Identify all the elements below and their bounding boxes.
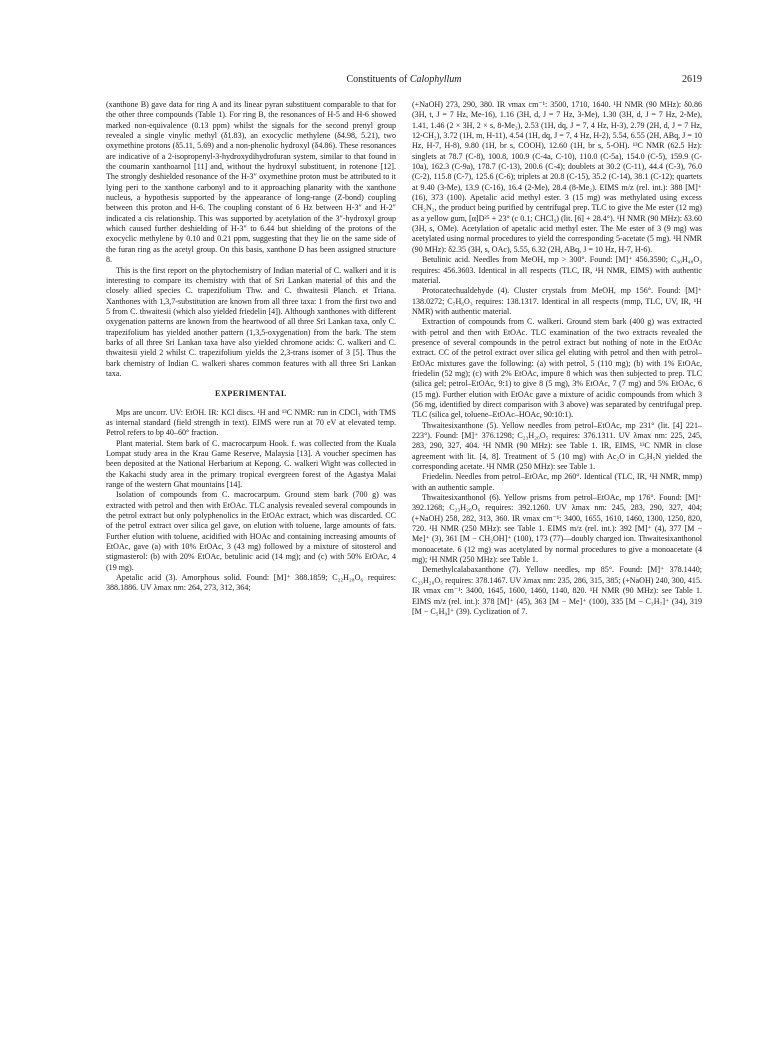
- experimental-paragraph: Demethylcalabaxanthone (7). Yellow needles, mp 85°. Found: [M]⁺ 378.1440; C₂₃H₂₀O₅ requires: 378.1467. UV λmax nm: 235, 286, 315, 385; (+NaOH) 240, 300, 415. IR νmax cm⁻¹: 3400, 1645, 1600, 1460, 1140, 820. ¹H NMR (90 MHz): see Table 1. EIMS m/z (rel. int.): 378 [M]⁺ (45), 363 [M − Me]⁺ (100), 335 [M − C₃H₇]⁺ (34), 319 [M − C₅H₉]⁺ (39). Cyclization of 7.: [412, 565, 702, 616]
- left-column: [106, 100, 396, 594]
- experimental-paragraph: Apetalic acid (3). Amorphous solid. Found: [M]⁺ 388.1859; C₂₂H₂₈O₆ requires: 388.1886. UV λmax nm: 264, 273, 312, 364;: [106, 573, 396, 593]
- body-paragraph: This is the first report on the phytochemistry of Indian material of C. walkeri and it is interesting to compare its chemistry with that of Sri Lankan material of this and the closely allied species C. trapezifolium Thw. and C. thwaitesii Planch. et Triana. Xanthones with 1,3,7-substitution are known from all three taxa: 1 from the first two and 5 from C. thwaitesii (which also yielded friedelin [4]). Although xanthones with different oxygenation patterns are known from the heartwood of all three Sri Lankan taxa, only C. trapezifolium has yielded another pattern (1,3,5-oxygenation) from the bark. The stem barks of all three Sri Lankan taxa have also yielded chromone acids: C. walkeri and C. thwaitesii yield 2 whilst C. trapezifolium yields the 2,3-trans isomer of 3 [5]. Thus the bark chemistry of Indian C. walkeri shares common features with all three Sri Lankan taxa.: [106, 265, 396, 378]
- experimental-paragraph: Isolation of compounds from C. macrocarpum. Ground stem bark (700 g) was extracted with petrol and then with EtOAc. TLC analysis revealed several compounds in the petrol extract but only polyphenolics in the EtOAc extract, which was discarded. CC of the petrol extract over silica gel gave, on elution with toluene, large amounts of fats. Further elution with toluene, acidified with HOAc and containing increasing amounts of EtOAc, gave (a) with 10% EtOAc, 3 (43 mg) followed by a mixture of sitosterol and stigmasterol: (b) with 20% EtOAc, betulinic acid (14 mg); and (c) with 50% EtOAc, 4 (19 mg).: [106, 490, 396, 572]
- experimental-paragraph: Plant material. Stem bark of C. macrocarpum Hook. f. was collected from the Kuala Lompat study area in the Krau Game Reserve, Malaysia [13]. A voucher specimen has been deposited at the National Herbarium at Kepong. C. walkeri Wight was collected in the Kakachi study area in the primary tropical evergreen forest of the Agastya Malai range of the western Ghat mountains [14].: [106, 438, 396, 490]
- experimental-paragraph: Friedelin. Needles from petrol–EtOAc, mp 260°. Identical (TLC, IR, ¹H NMR, mmp) with an authentic sample.: [412, 472, 702, 492]
- running-title: [106, 74, 702, 85]
- experimental-paragraph: Protocatechualdehyde (4). Cluster crystals from MeOH, mp 156°. Found: [M]⁺ 138.0272; C₇H₆O₃ requires: 138.1317. Identical in all respects (mmp, TLC, UV, IR, ¹H NMR) with authentic material.: [412, 286, 702, 316]
- experimental-paragraph: Mps are uncorr. UV: EtOH. IR: KCl discs. ¹H and ¹³C NMR: run in CDCl₃ with TMS as internal standard (field strength in text). EIMS were run at 70 eV at elevated temp. Petrol refers to bp 40–60° fraction.: [106, 407, 396, 438]
- experimental-paragraph: (+NaOH) 273, 290, 380. IR νmax cm⁻¹: 3500, 1710, 1640. ¹H NMR (90 MHz): δ0.86 (3H, t, J = 7 Hz, Me-16), 1.16 (3H, d, J = 7 Hz, 3-Me), 1.30 (3H, d, J = 7 Hz, 2-Me), 1.41, 1.46 (2 × 3H, 2 × s, 8-Me₂), 2.53 (1H, dq, J = 7, 4 Hz, H-3), 2.79 (2H, d, J = 7 Hz, 12-CH₂), 3.72 (1H, m, H-11), 4.54 (1H, dq, J = 7, 4 Hz, H-2), 5.54, 6.55 (2H, ABq, J = 10 Hz, H-7, H-8), 9.80 (1H, br s, COOH), 12.60 (1H, br s, 5-OH). ¹³C NMR (62.5 Hz): singlets at 78.7 (C-8), 100.8, 100.9 (C-4a, C-10), 110.0 (C-5a), 154.0 (C-5), 159.9 (C-10a), 162.3 (C-9a), 178.7 (C-13), 200.6 (C-4); doublets at 30.2 (C-11), 44.4 (C-3), 76.0 (C-2), 115.8 (C-7), 125.6 (C-6); triplets at 20.8 (C-15), 35.2 (C-14), 38.1 (C-12); quartets at 9.40 (3-Me), 13.9 (C-16), 16.4 (2-Me), 28.4 (8-Me₂). EIMS m/z (rel. int.): 388 [M]⁺ (16), 373 (100). Apetalic acid methyl ester. 3 (15 mg) was methylated using excess CH₂N₂, the product being purified by centrifugal prep. TLC to give the Me ester (12 mg) as a yellow gum, [α]D²⁵ + 23° (c 0.1; CHCl₃) (lit. [6] + 28.4°). ¹H NMR (90 MHz): δ3.60 (3H, s, OMe). Acetylation of apetalic acid methyl ester. The Me ester of 3 (9 mg) was acetylated using normal procedures to yield the corresponding 5-acetate (5 mg). ¹H NMR (90 MHz): δ2.35 (3H, s, OAc), 5.55, 6.32 (2H, ABq, J = 10 Hz, H-7, H-6).: [412, 100, 702, 254]
- experimental-paragraph: Betulinic acid. Needles from MeOH, mp > 300°. Found: [M]⁺ 456.3590; C₃₀H₄₈O₃ requires: 456.3603. Identical in all respects (TLC, IR, ¹H NMR, EIMS) with authentic material.: [412, 255, 702, 285]
- experimental-paragraph: Extraction of compounds from C. walkeri. Ground stem bark (400 g) was extracted with petrol and then with EtOAc. TLC examination of the two extracts revealed the presence of several compounds in the petrol extract but nothing of note in the EtOAc extract. CC of the petrol extract over silica gel eluting with petrol and then with petrol–EtOAc mixtures gave the following: (a) with petrol, 5 (110 mg); (b) with 1% EtOAc, friedelin (52 mg); (c) with 2% EtOAc, impure 8 which was then subjected to prep. TLC (silica gel; petrol–EtOAc, 9:1) to give 8 (5 mg), 3% EtOAc, 7 (7 mg) and 5% EtOAc, 6 (15 mg). Further elution with EtOAc gave a mixture of acidic compounds from which 3 (56 mg, identified by direct comparison with 3 above) was separated by centrifugal prep. TLC (silica gel, toluene–EtOAc–HOAc, 90:10:1).: [412, 317, 702, 420]
- page-number: 2619: [682, 74, 702, 85]
- right-column: [412, 100, 702, 617]
- body-paragraph: (xanthone B) gave data for ring A and its linear pyran substituent comparable to that for the other three compounds (Table 1). For ring B, the resonances of H-5 and H-6 showed marked non-equivalence (0.13 ppm) whilst the signals for the second prenyl group revealed a single vinylic methyl (δ1.83), an exocyclic methylene (δ4.98, 5.21), two oxymethine protons (δ5.11, 5.69) and a non-phenolic hydroxyl (δ4.86). These resonances are indicative of a 2-isopropenyl-3-hydroxydihydrofuran system, similar to that found in the coumarin xanthoarnol [11] and, without the hydroxyl substituent, in rotenone [12]. The strongly deshielded resonance of the H-3″ oxymethine proton must be attributed to it lying peri to the xanthone carbonyl and to it approaching planarity with the xanthone nucleus, a hypothesis supported by the appearance of long-range (Z-bond) coupling between this proton and H-6. The coupling constant of 6 Hz between H-3″ and H-2″ indicated a cis relationship. This was supported by acetylation of the 3″-hydroxyl group which caused further deshielding of H-3″ to 6.44 but shielding of the protons of the exocyclic methylene by 0.10 and 0.21 ppm, suggesting that they lie on the same side of the furan ring as the acetyl group. On this basis, xanthone D has been assigned structure 8.: [106, 100, 396, 265]
- running-title-prefix: Constituents of: [346, 74, 410, 85]
- running-title-genus: Calophyllum: [409, 74, 462, 85]
- experimental-paragraph: Thwaitesixanthone (5). Yellow needles from petrol–EtOAc, mp 231° (lit. [4] 221–223°). Found: [M]⁺ 376.1298; C₂₃H₂₀O₅ requires: 376.1311. UV λmax nm: 225, 245, 283, 290, 327, 404. ¹H NMR (90 MHz): see Table 1. IR, EIMS, ¹³C NMR in close agreement with lit. [4, 8]. Treatment of 5 (10 mg) with Ac₂O in C₅H₅N yielded the corresponding acetate. ¹H NMR (250 MHz): see Table 1.: [412, 420, 702, 472]
- running-header: [106, 74, 702, 88]
- section-heading-experimental: EXPERIMENTAL: [215, 389, 287, 399]
- experimental-paragraph: Thwaitesixanthonol (6). Yellow prisms from petrol–EtOAc, mp 176°. Found: [M]⁺ 392.1268; C₂₃H₂₀O₆ requires: 392.1260. UV λmax nm: 245, 283, 290, 327, 404; (+NaOH) 258, 282, 313, 360. IR νmax cm⁻¹: 3400, 1655, 1610, 1460, 1300, 1250, 820, 720. ¹H NMR (250 MHz): see Table 1. EIMS m/z (rel. int.): 392 [M]⁺ (4), 377 [M − Me]⁺ (3), 361 [M − CH₂OH]⁺ (100), 173 (77)—doubly charged ion. Thwaitesixanthonol monoacetate. 6 (12 mg) was acetylated by normal procedures to give a monoacetate (4 mg); ¹H NMR (250 MHz): see Table 1.: [412, 493, 702, 565]
